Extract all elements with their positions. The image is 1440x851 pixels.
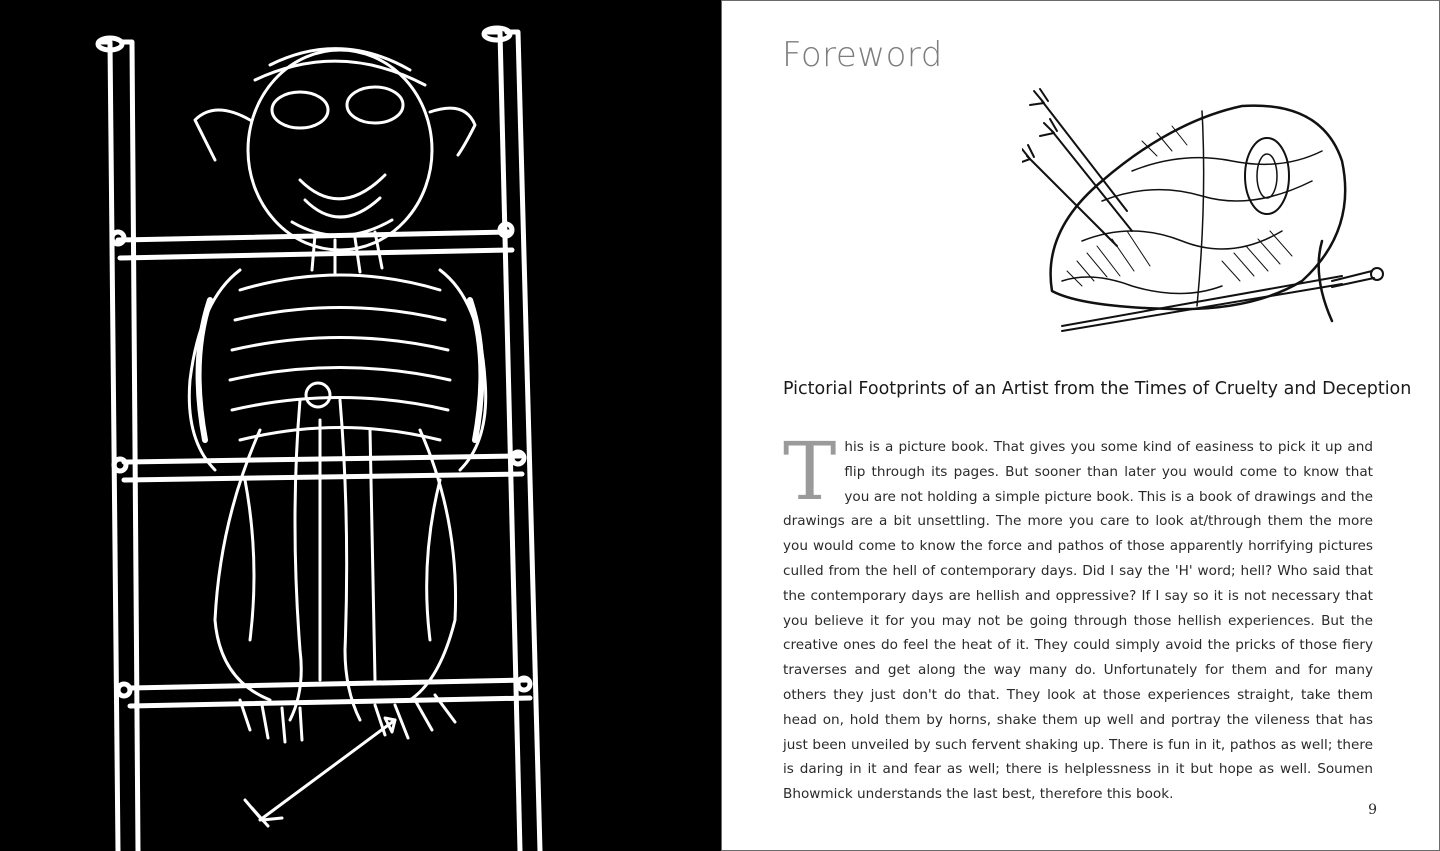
paragraph-body: his is a picture book. That gives you some kind of easiness to pick it up and flip through its pages. But sooner than later you would come to know that you are not holding a simple picture book. This is a book of drawings and the drawings are a bit unsettling. The more you care to look at/through them the more you would come to know the force and pathos of those apparently horrifying pictures culled from the hell of contemporary days. Did I say the 'H' word; hell? Who said that the contemporary days are hellish and oppressive? If I say so it is not necessary that you believe it for you may not be going through those hellish experiences. But the creative ones do feel the heat of it. They could simply avoid the pricks of those fiery traverses and get along the way many do. Unfortunately for them and for many others they just don't do that. They look at those experiences straight, take them head on, hold them by horns, shake them up well and portray the vileness that has just been unveiled by such fervent shaking up. There is fun in it, pathos as well; there is daring in it and fear as well; there is helplessness in it but hope as well. Soumen Bhowmick understands the last best, therefore this book. <box>783 439 1373 803</box>
subtitle: Pictorial Footprints of an Artist from the Times of Cruelty and Deception <box>783 379 1412 399</box>
heart-with-arrows-illustration <box>1022 81 1392 351</box>
right-page <box>721 0 1440 851</box>
arrows-icon <box>1022 89 1132 246</box>
drop-cap: T <box>783 425 837 518</box>
foreword-paragraph <box>783 425 1373 807</box>
page-number: 9 <box>1368 802 1377 818</box>
page-title: Foreword <box>782 35 943 75</box>
